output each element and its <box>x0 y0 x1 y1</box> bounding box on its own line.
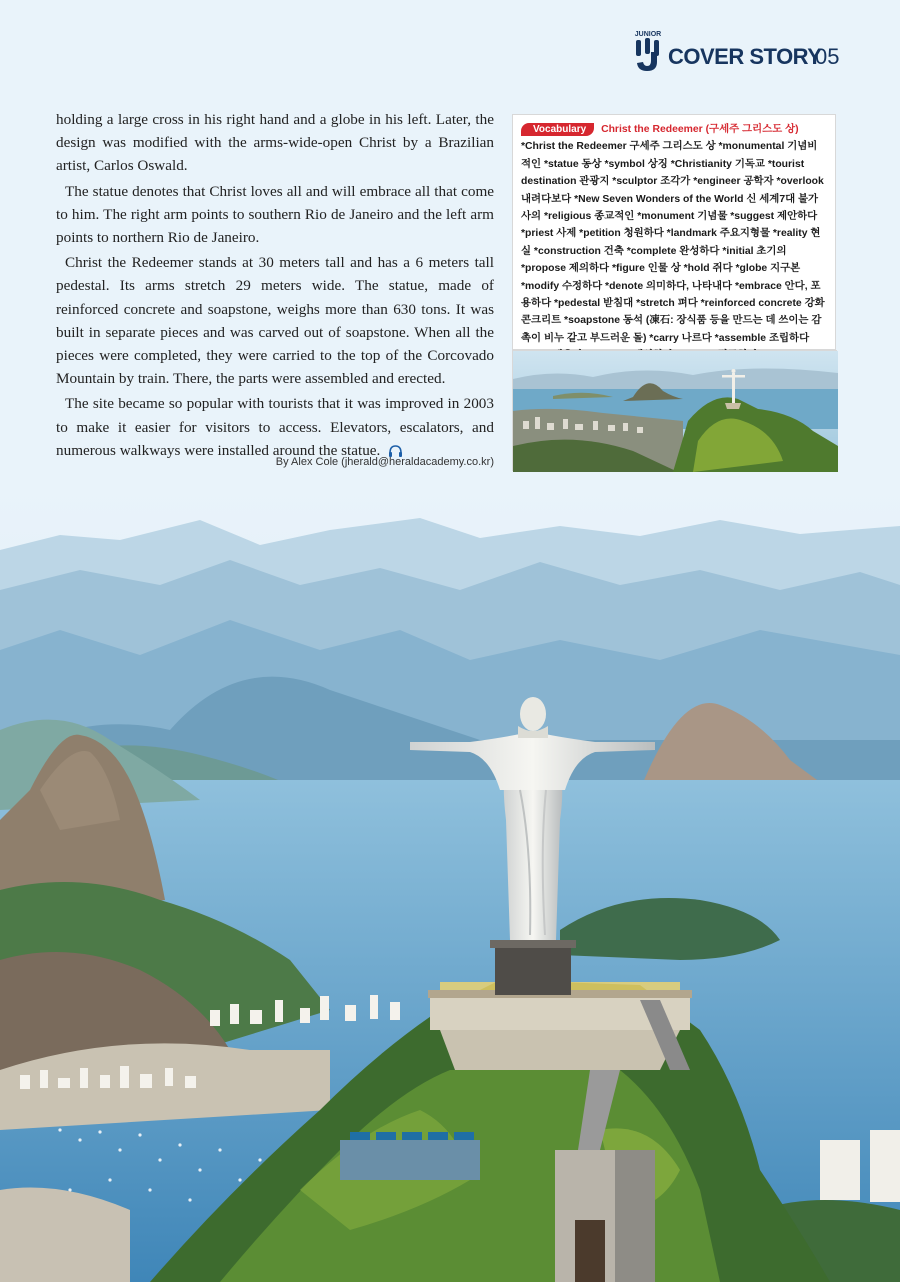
christ-the-redeemer-photo <box>0 490 900 1282</box>
article-paragraph: Christ the Redeemer stands at 30 meters tall and has a 6 meters tall pedestal. Its arms stretch 29 meters wide. The statue, made of reinforced concrete and soapstone, weighs more than 630 tons. It was built in separate pieces and was carved out of soapstone. When all the pieces were completed, they were carried to the top of the Corcovado Mountain by train. There, the parts were assembled and erected. <box>56 254 494 388</box>
section-title: COVER STORY <box>668 44 822 69</box>
headphones-icon[interactable] <box>388 444 403 457</box>
svg-text:JUNIOR: JUNIOR <box>634 31 662 38</box>
vocabulary-list: *Christ the Redeemer 구세주 그리스도 상 *monumental 기념비적인 *statue 동상 *symbol 상징 *Christianity 기독교 *tourist destination 관광지 *sculptor 조각가 *engineer 공학자 *overlook 내려다보다 *New Seven Wonders of the World 신 세계7대 불가사의 *religious 종교적인 *monument 기념물 *suggest 제안하다 *priest 사제 *petition 청원하다 *landmark 주요지형물 *reality 현실 *construction 건축 *complete 완성하다 *initial 초기의 *propose 제의하다 *figure 인물 상 *hold 쥐다 *globe 지구본 *modify 수정하다 *denote 의미하다, 나타내다 *embrace 안다, 포용하다 *pedestal 받침대 *stretch 펴다 *reinforced concrete 강화 콘크리트 *soapstone 동석 (凍石: 장식품 등을 만드는 데 쓰이는 감촉이 비누 같고 부드러운 돌) *carry 나르다 *assemble 조립하다 <box>521 141 825 344</box>
article-body <box>56 108 494 464</box>
article-paragraph <box>56 392 494 462</box>
junior-logo <box>630 28 666 74</box>
vocabulary-heading: Christ the Redeemer (구세주 그리스도 상) <box>601 124 799 135</box>
vocabulary-box <box>512 114 836 350</box>
article-paragraph: holding a large cross in his right hand and a globe in his left. Later, the design was modified with the arms-wide-open Christ by a Brazilian artist, Carlos Oswald. <box>56 111 494 175</box>
page-number: 05 <box>815 44 840 69</box>
article-paragraph-text: The site became so popular with tourists that it was improved in 2003 to make it easier for visitors to access. Elevators, escalators, and numerous walkways were installed around the statue. <box>56 395 494 459</box>
rio-panorama-photo <box>512 350 837 471</box>
article-paragraph: The statue denotes that Christ loves all and will embrace all that come to him. The right arm points to southern Rio de Janeiro and the left arm points to northern Rio de Janeiro. <box>56 182 494 247</box>
byline: By Alex Cole (jherald@heraldacademy.co.kr) <box>275 456 494 468</box>
vocabulary-tag: Vocabulary <box>521 123 594 136</box>
